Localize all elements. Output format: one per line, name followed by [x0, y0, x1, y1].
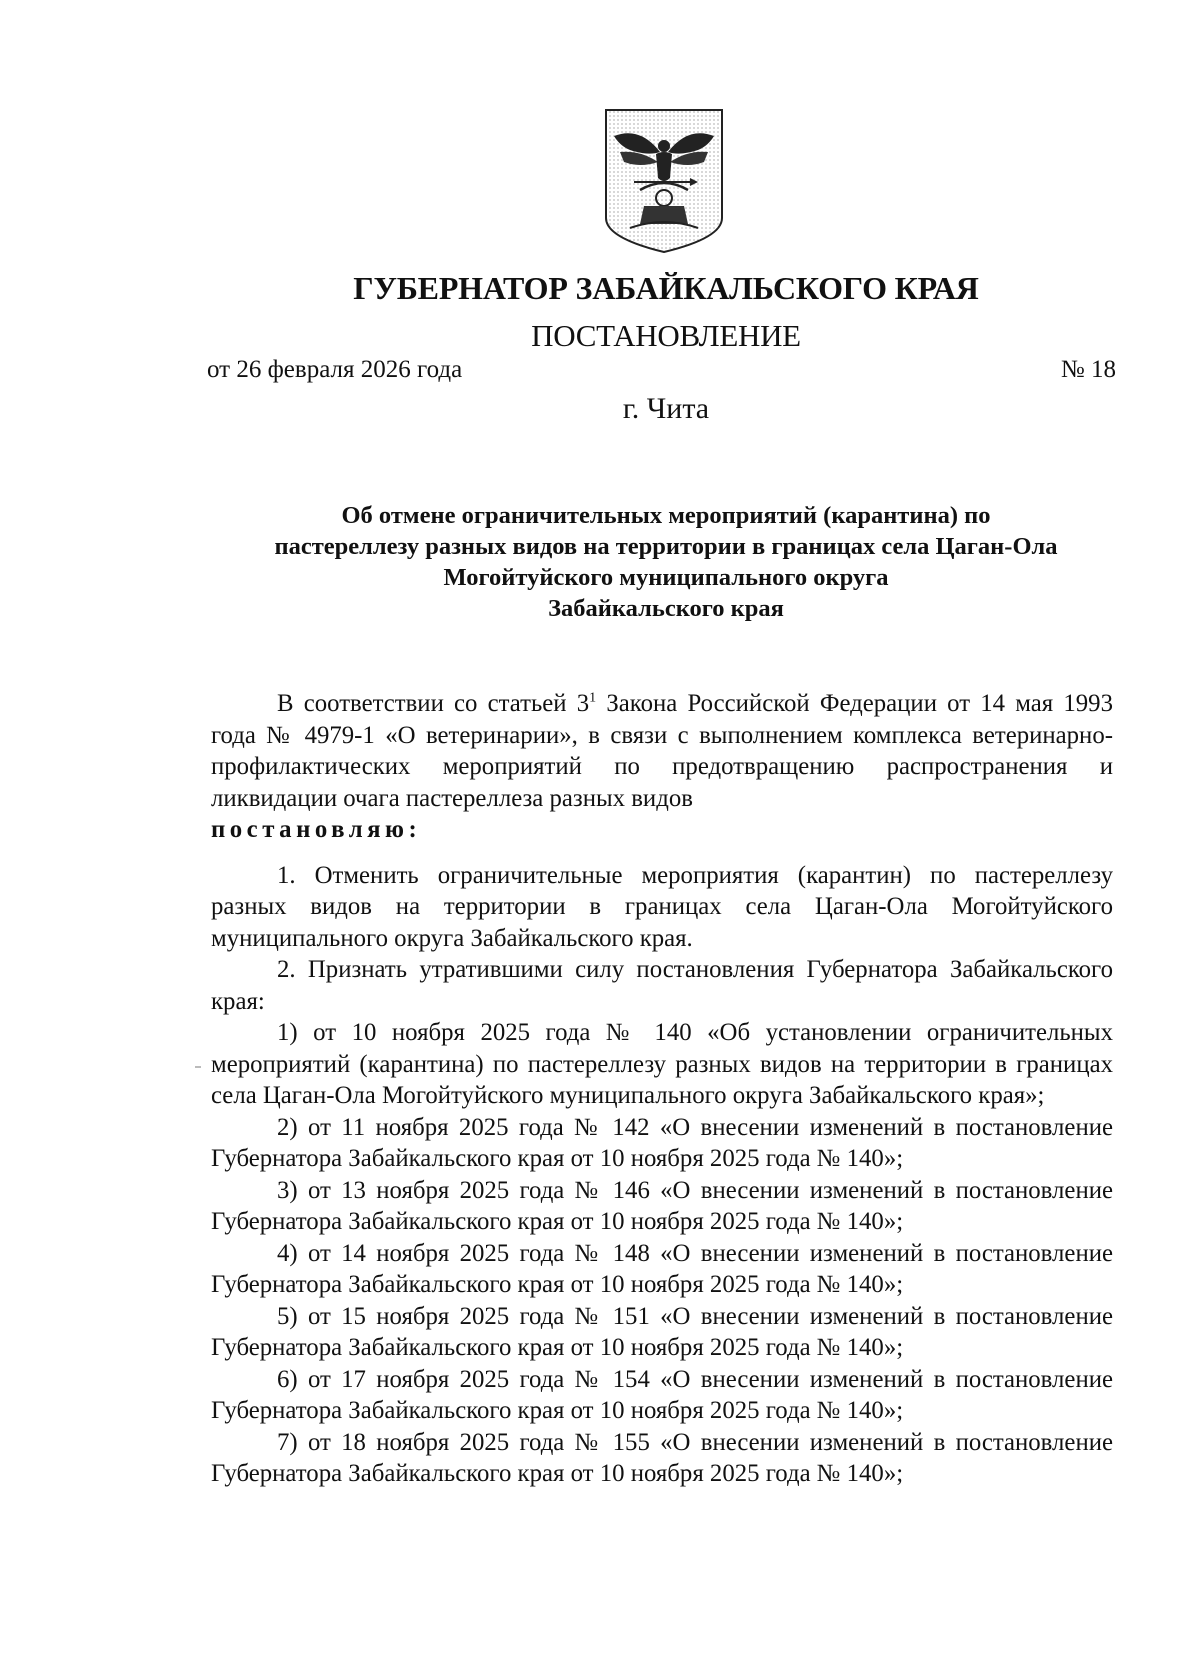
org-title: ГУБЕРНАТОР ЗАБАЙКАЛЬСКОГО КРАЯ — [353, 270, 979, 306]
document-number: № 18 — [1060, 356, 1116, 383]
paragraph-1: 1. Отменить ограничительные мероприятия (карантин) по пастереллезу разных видов на территории в границах села Цаган-Ола Могойтуйского муниципального округа Забайкальского края. — [211, 861, 1113, 952]
decree-word: постановляю: — [211, 816, 422, 843]
list-item: 3) от 13 ноября 2025 года № 146 «О внесении изменений в постановление Губернатора Забайкальского края от 10 ноября 2025 года № 140»; — [211, 1176, 1113, 1235]
list-item: 4) от 14 ноября 2025 года № 148 «О внесении изменений в постановление Губернатора Забайкальского края от 10 ноября 2025 года № 140»; — [211, 1239, 1113, 1298]
list-item: 2) от 11 ноября 2025 года № 142 «О внесении изменений в постановление Губернатора Забайкальского края от 10 ноября 2025 года № 140»; — [211, 1113, 1113, 1172]
document-date: от 26 февраля 2026 года — [207, 356, 463, 383]
heading-line: пастереллезу разных видов на территории в границах села Цаган-Ола — [274, 533, 1058, 560]
coat-of-arms-icon — [600, 106, 728, 256]
preamble-text-cont: Закона Российской Федерации от 14 мая 1993 года № 4979-1 «О ветеринарии», в связи с выполнением комплекса ветеринарно-профилактических мероприятий по предотвращению распространения и ликвидации очага пастереллеза разных видов — [211, 690, 1113, 812]
list-item: 1) от 10 ноября 2025 года № 140 «Об установлении ограничительных мероприятий (карантина) по пастереллезу разных видов на территории в границах села Цаган-Ола Могойтуйского муниципального округа Забайкальского края»; — [211, 1019, 1113, 1109]
preamble-text: В соответствии со статьей 3 — [277, 690, 590, 717]
heading-line: Об отмене ограничительных мероприятий (карантина) по — [341, 502, 991, 529]
preamble-paragraph — [211, 688, 1113, 814]
margin-mark — [195, 1066, 201, 1068]
document-city: г. Чита — [622, 392, 710, 425]
heading-line: Могойтуйского муниципального округа — [443, 564, 889, 591]
paragraph-2: 2. Признать утратившими силу постановления Губернатора Забайкальского края: — [211, 956, 1113, 1015]
list-item: 6) от 17 ноября 2025 года № 154 «О внесении изменений в постановление Губернатора Забайкальского края от 10 ноября 2025 года № 140»; — [211, 1365, 1113, 1424]
list-item: 7) от 18 ноября 2025 года № 155 «О внесении изменений в постановление Губернатора Забайкальского края от 10 ноября 2025 года № 140»; — [211, 1428, 1113, 1487]
superscript: 1 — [589, 690, 597, 706]
heading-line: Забайкальского края — [548, 595, 784, 622]
document-heading — [0, 500, 1200, 624]
list-item: 5) от 15 ноября 2025 года № 151 «О внесении изменений в постановление Губернатора Забайкальского края от 10 ноября 2025 года № 140»; — [211, 1302, 1113, 1361]
document-body — [211, 688, 1113, 1490]
document-type: ПОСТАНОВЛЕНИЕ — [531, 318, 801, 353]
